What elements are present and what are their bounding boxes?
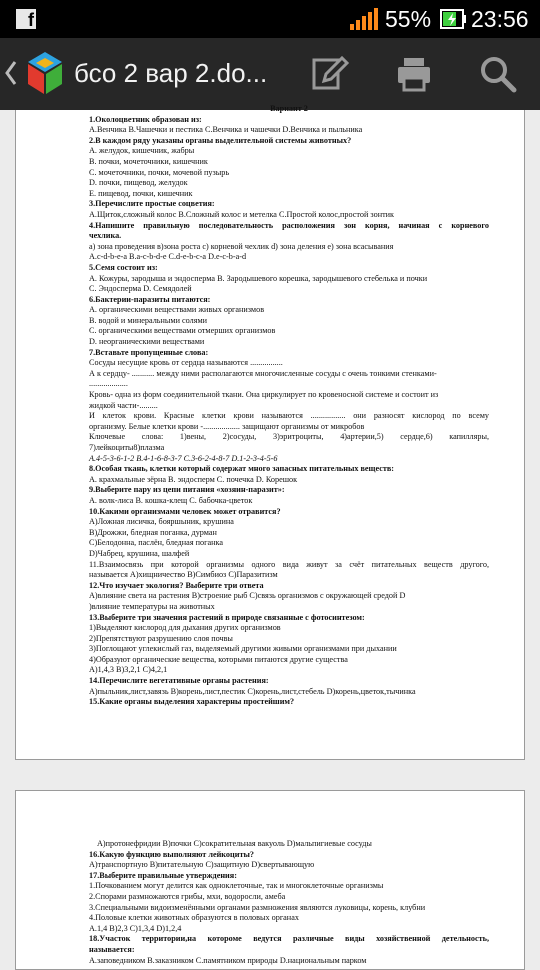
document-line: 10.Какими организмами человек может отравится? bbox=[89, 506, 281, 516]
document-line: 2)Препятствуют разрушению слоя почвы bbox=[89, 633, 233, 643]
document-line: А.Щиток,сложный колос В.Сложный колос и метелка С.Простой колос,простой зонтик bbox=[89, 209, 395, 219]
officesuite-logo-icon[interactable] bbox=[22, 50, 68, 96]
document-line: И клеток крови. Красные клетки крови называются ................. они разносят кислород по всему bbox=[89, 411, 489, 421]
clock: 23:56 bbox=[471, 6, 529, 32]
document-title: бсо 2 вар 2.do... bbox=[74, 58, 268, 88]
search-icon[interactable] bbox=[478, 54, 518, 94]
document-line: ................... bbox=[89, 379, 128, 389]
app-toolbar bbox=[0, 38, 540, 110]
battery-percent: 55% bbox=[385, 6, 432, 32]
document-line: 11.Взаимосвязь при которой организмы одного вида живут за счёт питательных веществ другого, bbox=[89, 559, 489, 569]
document-line: 4)Образуют органические вещества, которыми питаются другие существа bbox=[89, 654, 348, 664]
document-line: 18.Участок территории,на котороме ведутся различные виды хозяйственной детельность, bbox=[89, 934, 489, 944]
document-line: 2.В каждом ряду указаны органы выделительной системы животных? bbox=[89, 135, 352, 145]
print-icon[interactable] bbox=[394, 54, 434, 94]
status-bar bbox=[0, 0, 540, 38]
edit-icon[interactable] bbox=[310, 54, 350, 94]
document-line: )влияние температуры на животных bbox=[89, 601, 215, 611]
document-line: Ключевые слова: 1)вены, 2)сосуды, 3)эритроциты, 4)артерии,5) сердце,6) капилляры, bbox=[89, 432, 489, 442]
document-line: А.c-d-b-e-a B.a-c-b-d-e C.d-e-b-c-a D.e-c-b-a-d bbox=[89, 252, 247, 262]
document-line: 3.Перечислите простые соцветия: bbox=[89, 199, 215, 209]
document-line: Кровь- одна из форм соединительной ткани. Она циркулирует по кровеносной системе и состоит из bbox=[89, 390, 439, 400]
document-page-1[interactable] bbox=[15, 104, 525, 760]
document-line: D. почки, пищевод, желудок bbox=[89, 178, 188, 188]
document-line: А. органическими веществами живых организмов bbox=[89, 305, 265, 315]
document-line: А.1,4 В)2,3 С)1,3,4 D)1,2,4 bbox=[89, 923, 182, 933]
document-line: 5.Семя состоит из: bbox=[89, 262, 158, 272]
document-line: А. желудок, кишечник, жабры bbox=[89, 146, 195, 156]
document-line: 4.Напишите правильную последовательность расположения зон корня, начиная с корневого bbox=[89, 220, 489, 230]
document-line: А.4-5-3-6-1-2 В.4-1-6-8-3-7 С.3-6-2-4-8-7 D.1-2-3-4-5-6 bbox=[89, 453, 278, 463]
document-line: 7)лейкоциты8)плазма bbox=[89, 443, 165, 452]
document-line: Вариант 2 bbox=[270, 104, 308, 113]
document-line: С)Белодонна, паслён, бледная поганка bbox=[89, 538, 223, 548]
document-line: организму. Белые клетки крови -.................. защищают организмы от микробов bbox=[89, 421, 365, 431]
battery-charging-icon bbox=[440, 9, 468, 29]
document-line: D. неорганическими веществами bbox=[89, 337, 205, 347]
document-line: чехлика. bbox=[89, 231, 122, 241]
cellular-signal-icon bbox=[350, 8, 378, 30]
document-line: а) зона проведения в)зона роста с) корневой чехлик d) зона деления е) зона всасывания bbox=[89, 241, 394, 251]
document-line: А)транспортную В)питательную С)защитную D)свертывающую bbox=[89, 860, 315, 870]
document-line: называется: bbox=[89, 944, 135, 954]
document-line: А)пыльник,лист,завязь В)корень,лист,пестик С)корень,лист,стебель D)корень,цветок,тычинка bbox=[89, 686, 416, 696]
document-line: А)1,4,3 В)3,2,1 С)4,2,1 bbox=[89, 665, 168, 675]
document-line: В)Дрожжи, бледная поганка, дурман bbox=[89, 527, 217, 537]
document-line: А)Ложная лисичка, бояршыник, крушина bbox=[89, 517, 234, 527]
document-line: 6.Бактерии-паразиты питаются: bbox=[89, 294, 211, 304]
document-line: С. Эндосперма D. Семядолей bbox=[89, 284, 192, 294]
document-line: 1.Почкованием могут делится как одноклеточные, так и многоклеточные организмы bbox=[89, 881, 384, 891]
document-line: А.Венчика В.Чашечки и пестика С.Венчика и чашечки D.Венчика и пыльника bbox=[89, 125, 363, 135]
document-line: 1)Выделяют кислород для дыхания других организмов bbox=[89, 623, 281, 633]
document-line: А. волк-лиса В. кошка-клещ С. бабочка-цветок bbox=[89, 495, 253, 505]
facebook-notification-icon: f bbox=[16, 9, 36, 29]
document-line: 12.Что изучает экология? Выберите три ответа bbox=[89, 580, 264, 590]
document-line: А к сердцу- ........... между ними располагаются многочисленные сосуды с очень тонкими стенками- bbox=[89, 368, 437, 378]
document-line: 9.Выберите пару из цепи питания «хозяин-паразит»: bbox=[89, 485, 285, 495]
document-line: 8.Особая ткань, клетки который содержат много запасных питательных веществ: bbox=[89, 464, 395, 474]
document-line: 4.Половые клетки животных образуются в половых органах bbox=[89, 913, 299, 923]
document-line: 3)Поглощают углекислый газ, выделяемый другими живыми организмами при дыхании bbox=[89, 644, 397, 654]
document-line: Сосуды несущие кровь от сердца называются ................ bbox=[89, 358, 283, 368]
document-line: С. мочеточники, почки, мочевой пузырь bbox=[89, 167, 230, 177]
document-line: 1.Околоцветник образован из: bbox=[89, 114, 202, 124]
document-line: А)влияние света на растения В)строение рыб С)связь организмов с окружающей средой D bbox=[89, 591, 406, 601]
document-line: 2.Спорами размножаются грибы, мхи, водоросли, амеба bbox=[89, 891, 286, 901]
document-line: А.заповедником В.заказником С.памятником природы D.национальным парком bbox=[89, 955, 367, 965]
document-line: 7.Вставьте пропущенные слова: bbox=[89, 347, 209, 357]
document-line: Е. пищевод, почки, кишечник bbox=[89, 188, 193, 198]
document-line: называется А)хищничество В)Симбиоз С)Паразитизм bbox=[89, 570, 278, 580]
document-line: 16.Какую функцию выполняют лейкоциты? bbox=[89, 849, 254, 859]
document-line: С. органическими веществами отмерших организмов bbox=[89, 326, 276, 336]
document-line: 13.Выберите три значения растений в природе связанные с фотосинтезом: bbox=[89, 612, 365, 622]
document-line: А)протонефридии В)почки С)сократительная вакуоль D)мальпигиевые сосуды bbox=[97, 839, 372, 848]
document-line: А. крахмальные зёрна В. эндосперм С. почечка D. Корешок bbox=[89, 474, 298, 484]
document-line: 3.Специальными видоизменёнными органами размножения являются луковицы, корень, клубни bbox=[89, 902, 426, 912]
document-line: В. почки, мочеточники, кишечник bbox=[89, 156, 208, 166]
document-page-1-text bbox=[16, 104, 524, 708]
document-line: 17.Выберите правильные утверждения: bbox=[89, 870, 237, 880]
document-line: В. водой и минеральными солями bbox=[89, 315, 208, 325]
document-page-2[interactable] bbox=[15, 790, 525, 970]
document-line: жидкой части-......... bbox=[89, 400, 158, 410]
document-line: А. Кожуры, зародыша и эндосперма В. Зародышевого корешка, зародышевого стебелька и почки bbox=[89, 273, 428, 283]
document-line: 14.Перечислите вегетативные органы растения: bbox=[89, 676, 269, 686]
back-chevron-icon[interactable] bbox=[4, 58, 18, 88]
document-page-2-text bbox=[16, 791, 524, 966]
document-line: 15.Какие органы выделения характерны простейшим? bbox=[89, 697, 295, 707]
document-line: D)Чабрец, крушина, шалфей bbox=[89, 548, 190, 558]
